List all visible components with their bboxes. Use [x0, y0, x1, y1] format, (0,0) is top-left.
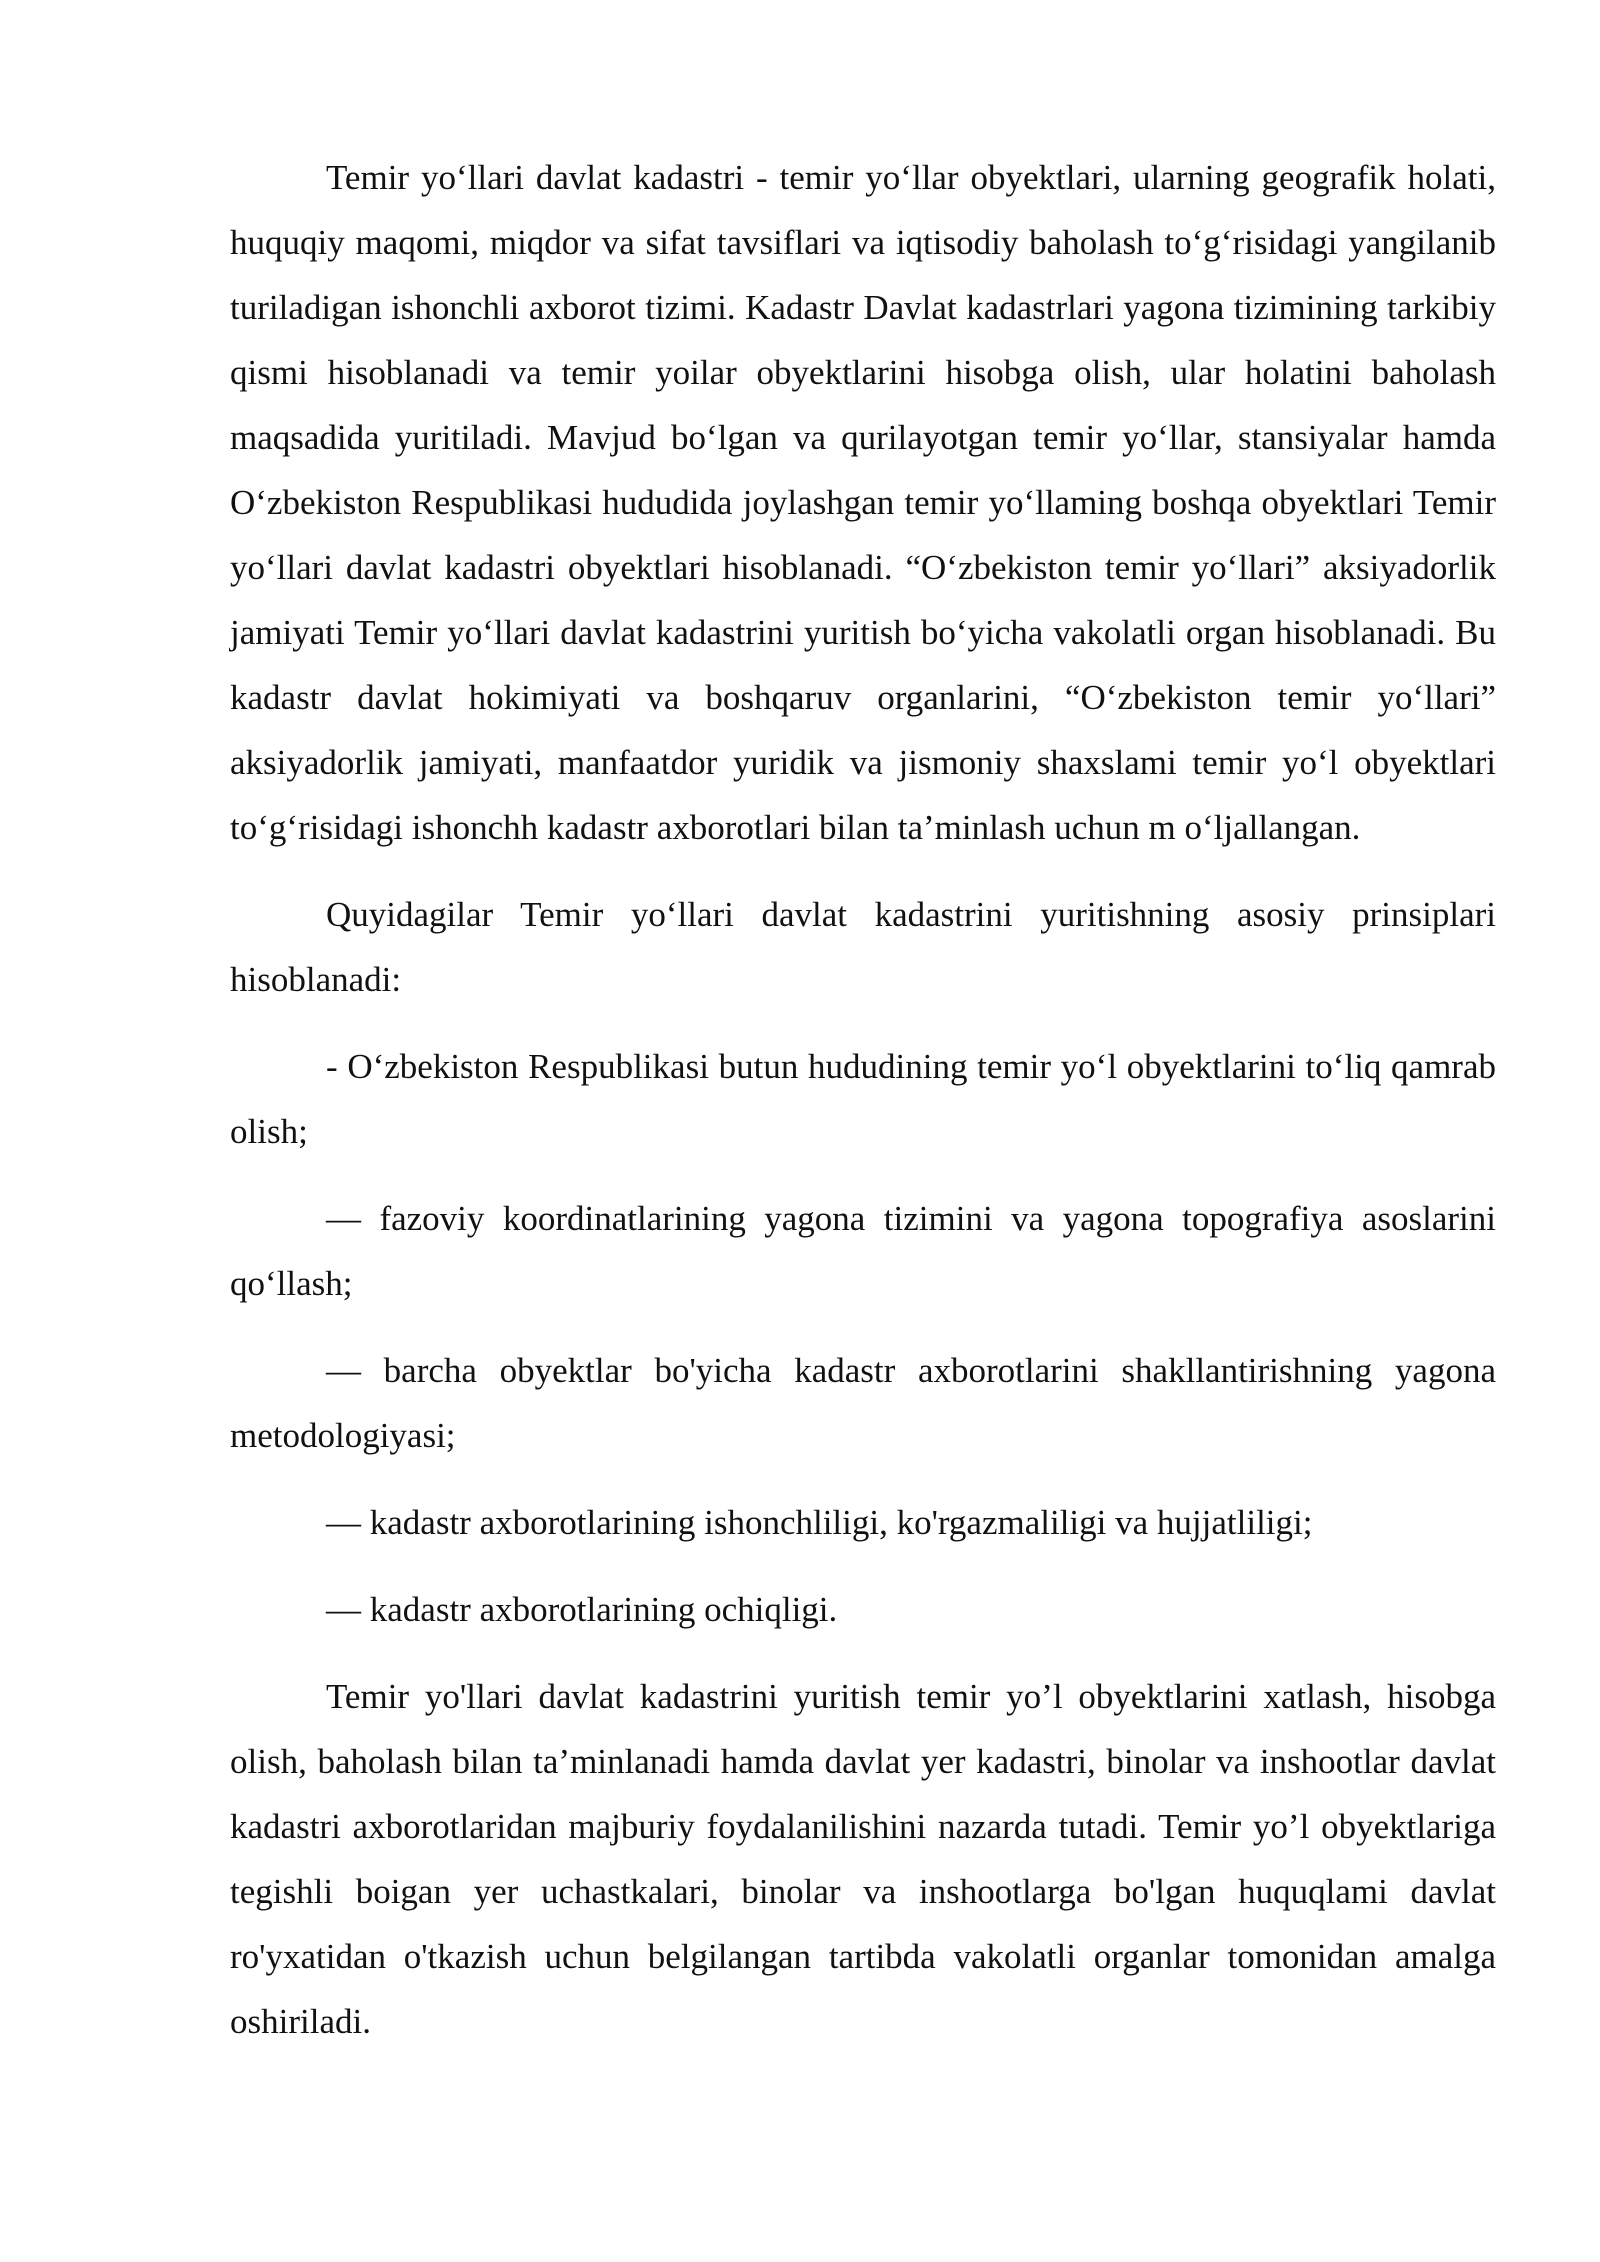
intro-paragraph: Temir yo‘llari davlat kadastri - temir yo‘llar obyektlari, ularning geografik holati, huquqiy maqomi, miqdor va sifat tavsiflari va iqtisodiy baholash to‘g‘risidagi yangilanib turiladigan ishonchli axborot tizimi. Kadastr Davlat kadastrlari yagona tizimining tarkibiy qismi hisoblanadi va temir yoilar obyektlarini hisobga olish, ular holatini baholash maqsadida yuritiladi. Mavjud bo‘lgan va qurilayotgan temir yo‘llar, stansiyalar hamda O‘zbekiston Respublikasi hududida joylashgan temir yo‘llaming boshqa obyektlari Temir yo‘llari davlat kadastri obyektlari hisoblanadi. “O‘zbekiston temir yo‘llari” aksiyadorlik jamiyati Temir yo‘llari davlat kadastrini yuritish bo‘yicha vakolatli organ hisoblanadi. Bu kadastr davlat hokimiyati va boshqaruv organlarini, “O‘zbekiston temir yo‘llari” aksiyadorlik jamiyati, manfaatdor yuridik va jismoniy shaxslami temir yo‘l obyektlari to‘g‘risidagi ishonchh kadastr axborotlari bilan ta’minlash uchun m o‘ljallangan.	[230, 158, 1496, 847]
closing-paragraph: Temir yo'llari davlat kadastrini yuritish temir yo’l obyektlarini xatlash, hisobga olish, baholash bilan ta’minlanadi hamda davlat yer kadastri, binolar va inshootlar davlat kadastri axborotlaridan majburiy foydalanilishini nazarda tutadi. Temir yo’l obyektlariga tegishli boigan yer uchastkalari, binolar va inshootlarga bo'lgan huquqlami davlat ro'yxatidan o'tkazish uchun belgilangan tartibda vakolatli organlar tomonidan amalga oshiriladi.	[230, 1677, 1496, 2041]
list-item: — kadastr axborotlarining ochiqligi.	[326, 1590, 838, 1629]
principles-list	[230, 1034, 1496, 1642]
list-item: - O‘zbekiston Respublikasi butun hududining temir yo‘l obyektlarini to‘liq qamrab olish;	[230, 1047, 1496, 1151]
document-page	[230, 145, 1496, 2054]
principles-heading-paragraph: Quyidagilar Temir yo‘llari davlat kadastrini yuritishning asosiy prinsiplari hisoblanadi:	[230, 895, 1496, 999]
list-item: — barcha obyektlar bo'yicha kadastr axborotlarini shakllantirishning yagona metodologiyasi;	[230, 1351, 1496, 1455]
list-item: — kadastr axborotlarining ishonchliligi, ko'rgazmaliligi va hujjatliligi;	[326, 1503, 1313, 1542]
list-item: — fazoviy koordinatlarining yagona tizimini va yagona topografiya asoslarini qo‘llash;	[230, 1199, 1496, 1303]
